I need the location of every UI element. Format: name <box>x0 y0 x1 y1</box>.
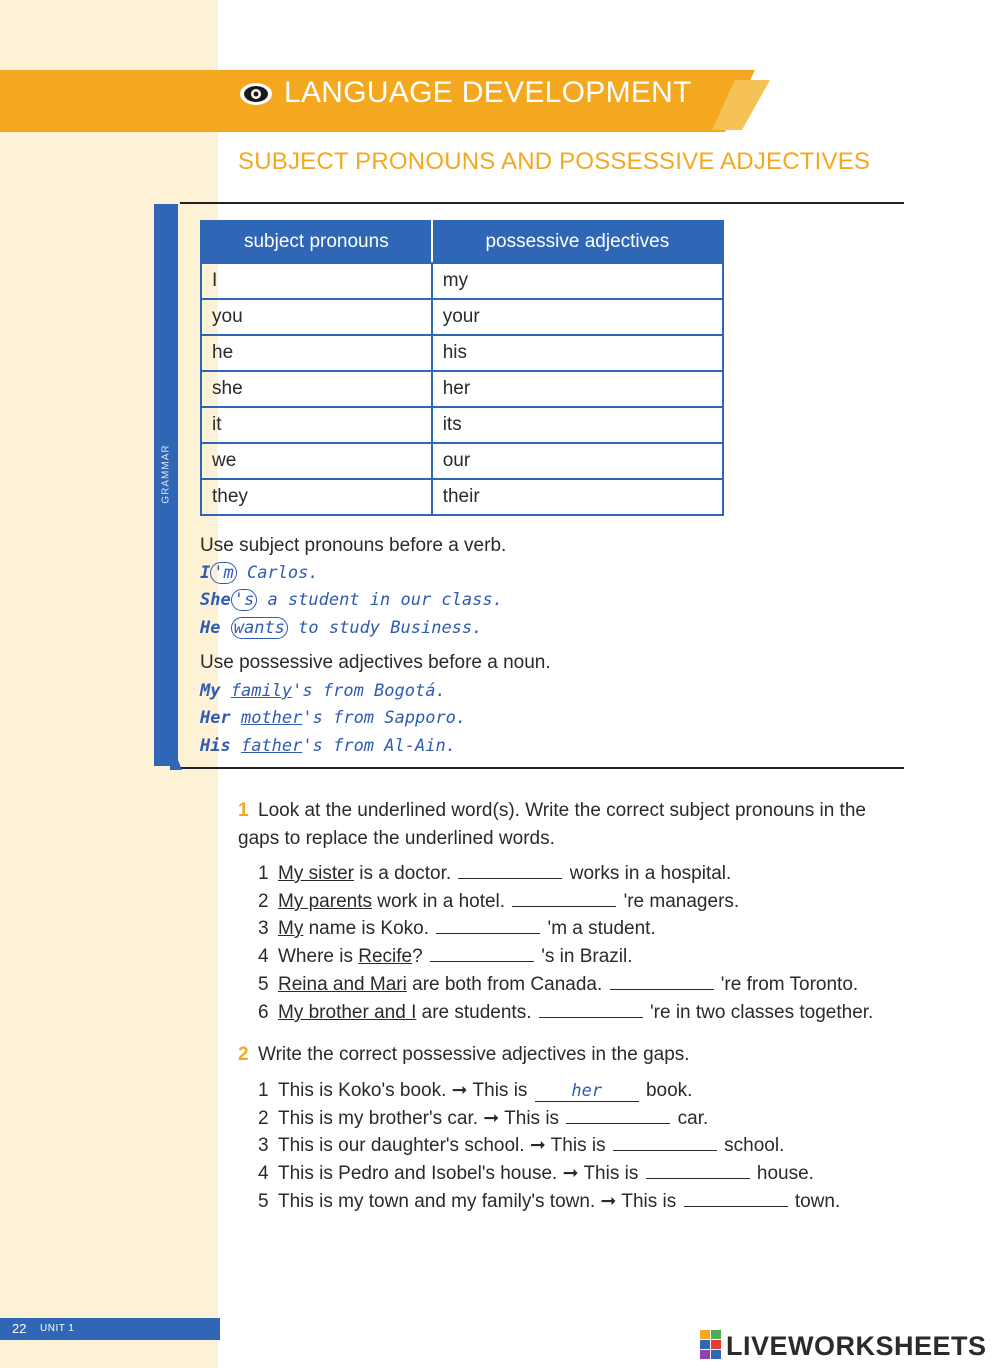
item-text: are students. <box>416 1002 537 1023</box>
unit-label: UNIT 1 <box>40 1323 75 1334</box>
table-cell: our <box>432 443 723 479</box>
item-number: 1 <box>258 1080 269 1101</box>
grammar-bar-notch <box>170 204 182 770</box>
answer-gap[interactable] <box>646 1160 750 1179</box>
underlined-words: My brother and I <box>278 1002 417 1023</box>
item-text: 're managers. <box>618 891 740 912</box>
column-header: subject pronouns <box>201 221 432 263</box>
example-adjective: Her <box>200 708 231 728</box>
table-cell: her <box>432 371 723 407</box>
answer-gap[interactable] <box>430 943 534 962</box>
table-cell: we <box>201 443 432 479</box>
list-item <box>258 915 656 943</box>
table-cell: your <box>432 299 723 335</box>
exercise-2-instruction <box>238 1041 898 1069</box>
list-item <box>258 971 858 999</box>
subject-rule: Use subject pronouns before a verb. <box>200 535 507 556</box>
item-text: works in a hospital. <box>564 863 732 884</box>
footer-bar <box>0 1318 220 1340</box>
example-noun-underlined: father <box>240 736 303 756</box>
example-noun-underlined: mother <box>240 708 303 728</box>
example-adjective: My <box>200 681 221 701</box>
example-rest: 's from Al-Ain. <box>302 736 456 756</box>
example-verb-circled: 'm <box>210 562 236 584</box>
list-item <box>258 888 739 916</box>
answer-gap[interactable] <box>613 1132 717 1151</box>
left-margin-strip <box>0 0 221 1368</box>
arrow-right-icon: ➞ <box>600 1191 617 1212</box>
example-rest: a student in our class. <box>257 590 503 610</box>
possessive-example <box>200 736 456 756</box>
table-cell: she <box>201 371 432 407</box>
item-number: 5 <box>258 1191 269 1212</box>
list-item <box>258 1160 814 1188</box>
brand-name: LIVEWORKSHEETS <box>726 1331 987 1361</box>
item-text: ? <box>412 946 428 967</box>
eye-icon <box>238 81 274 107</box>
item-text: This is <box>550 1135 606 1156</box>
item-sentence: This is Koko's book. <box>278 1080 447 1101</box>
table-cell: his <box>432 335 723 371</box>
example-pronoun: I <box>200 563 211 583</box>
answer-gap[interactable] <box>539 999 643 1018</box>
item-sentence: This is our daughter's school. <box>278 1135 525 1156</box>
table-cell: I <box>201 263 432 299</box>
table-cell: he <box>201 335 432 371</box>
example-noun-underlined: family <box>230 681 293 701</box>
item-number: 3 <box>258 1135 269 1156</box>
table-header-row <box>201 221 723 263</box>
underlined-words: Recife <box>358 946 413 967</box>
table-row <box>201 479 723 515</box>
item-text: 'm a student. <box>542 918 656 939</box>
item-text: are both from Canada. <box>406 974 608 995</box>
item-sentence: This is my brother's car. <box>278 1108 479 1129</box>
liveworksheets-logo-icon <box>700 1330 722 1360</box>
table-cell: you <box>201 299 432 335</box>
example-pronoun: He <box>200 618 221 638</box>
subject-example <box>200 563 319 583</box>
list-item <box>258 943 633 971</box>
list-item <box>258 1188 840 1216</box>
example-verb-circled: 's <box>231 589 257 611</box>
item-number: 2 <box>258 891 269 912</box>
item-number: 6 <box>258 1002 269 1023</box>
answer-gap[interactable] <box>458 860 562 879</box>
table-cell: they <box>201 479 432 515</box>
example-rest: Carlos. <box>236 563 319 583</box>
example-rest: 's from Sapporo. <box>302 708 467 728</box>
item-text: This is <box>504 1108 560 1129</box>
subject-example <box>200 590 503 610</box>
grammar-label: GRAMMAR <box>160 444 172 504</box>
list-item <box>258 860 731 888</box>
underlined-words: My sister <box>278 863 354 884</box>
item-text: 's in Brazil. <box>535 946 633 967</box>
section-title: LANGUAGE DEVELOPMENT <box>284 76 692 109</box>
example-rest: to study Business. <box>287 618 483 638</box>
item-number: 4 <box>258 946 269 967</box>
table-cell: my <box>432 263 723 299</box>
underlined-words: My <box>278 918 304 939</box>
underlined-words: My parents <box>278 891 372 912</box>
item-text: This is <box>472 1080 528 1101</box>
answer-gap[interactable] <box>512 888 616 907</box>
top-divider <box>180 202 904 204</box>
table-row <box>201 263 723 299</box>
table-row <box>201 335 723 371</box>
item-text: This is <box>583 1163 639 1184</box>
answer-gap[interactable] <box>566 1105 670 1124</box>
bottom-divider <box>180 767 904 769</box>
table-row <box>201 299 723 335</box>
item-text: 're in two classes together. <box>644 1002 874 1023</box>
item-sentence: This is my town and my family's town. <box>278 1191 596 1212</box>
example-rest: 's from Bogotá. <box>292 681 446 701</box>
item-number: 2 <box>258 1108 269 1129</box>
answer-gap[interactable] <box>610 971 714 990</box>
list-item <box>258 1132 784 1160</box>
item-text: Where is <box>278 946 359 967</box>
arrow-right-icon: ➞ <box>529 1135 546 1156</box>
item-sentence: This is Pedro and Isobel's house. <box>278 1163 558 1184</box>
item-text: work in a hotel. <box>371 891 511 912</box>
column-header: possessive adjectives <box>432 221 723 263</box>
example-verb-circled: wants <box>231 617 288 639</box>
example-adjective: His <box>200 736 231 756</box>
table-row <box>201 407 723 443</box>
table-row <box>201 371 723 407</box>
page-subtitle: SUBJECT PRONOUNS AND POSSESSIVE ADJECTIVES <box>238 148 871 175</box>
instruction-text: Look at the underlined word(s). Write the correct subject pronouns in the gaps to replace the underlined words. <box>238 800 866 849</box>
possessive-rule: Use possessive adjectives before a noun. <box>200 652 551 673</box>
item-number: 1 <box>258 863 269 884</box>
item-number: 4 <box>258 1163 269 1184</box>
table-cell: its <box>432 407 723 443</box>
item-text: This is <box>621 1191 677 1212</box>
item-text: 're from Toronto. <box>715 974 859 995</box>
exercise-1-instruction <box>238 797 898 853</box>
subject-example <box>200 618 482 638</box>
item-text: house. <box>756 1163 814 1184</box>
example-pronoun: She <box>200 590 231 610</box>
item-text: name is Koko. <box>303 918 435 939</box>
exercise-number: 1 <box>238 800 249 821</box>
instruction-text: Write the correct possessive adjectives in the gaps. <box>258 1044 690 1065</box>
underlined-words: Reina and Mari <box>278 974 407 995</box>
item-text: book. <box>645 1080 693 1101</box>
arrow-right-icon: ➞ <box>562 1163 579 1184</box>
answer-gap[interactable] <box>684 1188 788 1207</box>
table-cell: their <box>432 479 723 515</box>
grammar-table <box>200 220 724 516</box>
item-text: town. <box>794 1191 841 1212</box>
arrow-right-icon: ➞ <box>451 1080 468 1101</box>
list-item <box>258 999 873 1027</box>
exercise-number: 2 <box>238 1044 249 1065</box>
possessive-example <box>200 708 466 728</box>
arrow-right-icon: ➞ <box>483 1108 500 1129</box>
item-text: school. <box>724 1135 785 1156</box>
item-number: 3 <box>258 918 269 939</box>
item-text: car. <box>677 1108 709 1129</box>
list-item <box>258 1105 708 1133</box>
list-item <box>258 1077 692 1105</box>
answer-gap[interactable] <box>436 915 540 934</box>
item-text: is a doctor. <box>354 863 457 884</box>
item-number: 5 <box>258 974 269 995</box>
possessive-example <box>200 681 446 701</box>
table-cell: it <box>201 407 432 443</box>
page-number: 22 <box>12 1321 27 1336</box>
table-row <box>201 443 723 479</box>
answer-gap-filled[interactable]: her <box>535 1081 639 1102</box>
